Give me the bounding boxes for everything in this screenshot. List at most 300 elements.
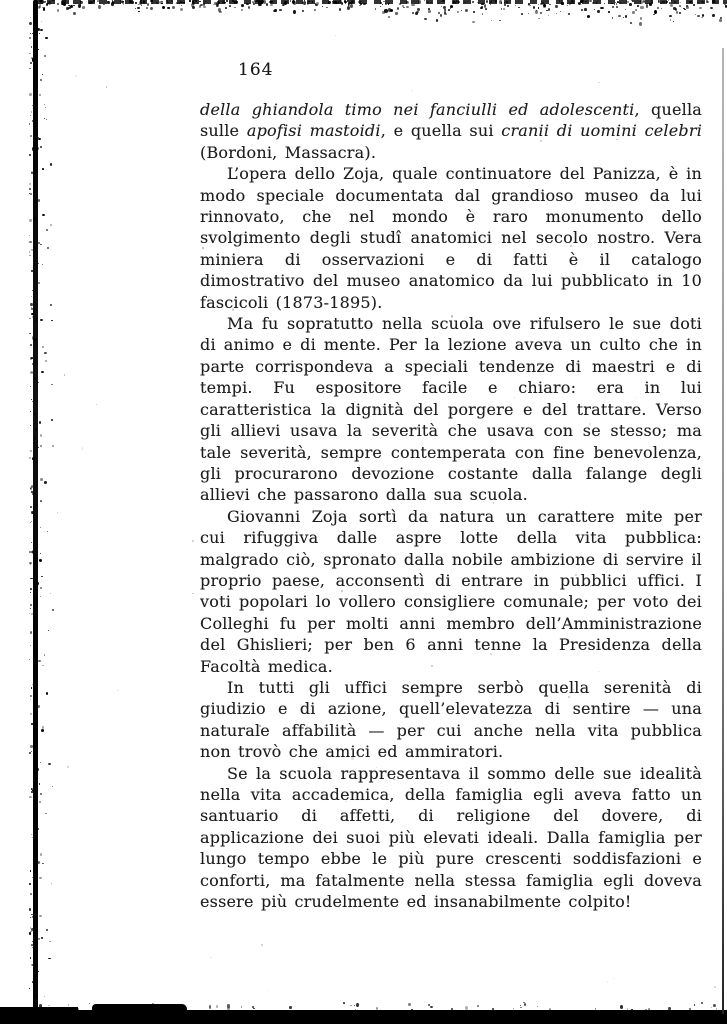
scan-speck xyxy=(42,214,45,216)
scan-speck xyxy=(156,2,158,4)
scan-speck xyxy=(31,944,33,946)
scan-speck xyxy=(626,1,627,3)
scan-speck xyxy=(472,21,475,24)
scan-speck xyxy=(376,1007,378,1010)
scan-speck xyxy=(595,1008,597,1010)
scan-speck xyxy=(150,7,153,10)
scan-speck xyxy=(643,0,646,3)
scan-speck xyxy=(241,1010,243,1011)
scan-speck xyxy=(30,870,31,871)
scan-speck xyxy=(287,1,288,2)
scan-speck xyxy=(226,0,228,2)
scan-speck xyxy=(618,15,620,18)
scan-speck xyxy=(30,957,32,959)
scan-speck xyxy=(345,3,346,4)
scan-speck xyxy=(34,377,37,380)
scan-speck xyxy=(29,318,30,319)
scan-speck xyxy=(225,7,227,9)
scan-speck xyxy=(33,247,34,248)
scan-speck xyxy=(29,752,31,754)
scan-speck xyxy=(241,4,244,7)
scan-speck xyxy=(635,9,637,11)
scan-speck xyxy=(412,90,413,91)
scan-speck xyxy=(75,75,77,77)
paragraph xyxy=(200,99,702,163)
scan-speck xyxy=(29,988,30,989)
scan-speck xyxy=(430,2,431,3)
scan-speck xyxy=(167,2,168,3)
scan-speck xyxy=(63,3,65,4)
scan-speck xyxy=(216,5,218,7)
scan-noise-top-edge xyxy=(36,0,727,4)
scan-speck xyxy=(199,5,201,7)
scan-speck xyxy=(630,22,632,24)
scan-speck xyxy=(254,0,255,2)
scan-speck xyxy=(192,2,195,6)
scan-speck xyxy=(32,837,35,839)
scan-speck xyxy=(649,3,652,7)
scan-speck xyxy=(48,630,49,631)
scan-speck xyxy=(493,0,495,1)
scan-speck xyxy=(491,0,493,1)
scan-speck xyxy=(499,0,502,4)
scan-speck xyxy=(520,1007,522,1008)
scan-speck xyxy=(224,2,226,3)
scan-speck xyxy=(30,893,32,895)
scan-speck xyxy=(213,4,215,6)
scan-speck xyxy=(495,0,497,2)
scan-speck xyxy=(91,1,93,4)
scan-speck xyxy=(31,928,34,930)
scan-speck xyxy=(46,929,48,931)
scan-speck xyxy=(538,7,540,8)
scan-speck xyxy=(528,13,529,14)
scan-speck xyxy=(258,0,261,4)
scan-speck xyxy=(216,1005,218,1008)
scan-speck xyxy=(32,336,35,340)
scan-speck xyxy=(33,653,35,655)
scan-speck xyxy=(180,1004,181,1006)
scan-speck xyxy=(45,813,46,814)
scan-speck xyxy=(32,33,34,34)
text-segment: (Bordoni, Massacra). xyxy=(200,142,377,162)
scan-speck xyxy=(416,11,419,13)
scan-speck xyxy=(192,6,195,9)
scan-speck xyxy=(36,949,39,951)
scan-speck xyxy=(39,5,42,7)
scan-speck xyxy=(477,1005,479,1007)
scan-speck xyxy=(689,1,690,2)
scan-speck xyxy=(32,493,34,495)
scan-speck xyxy=(568,13,570,15)
scan-speck xyxy=(111,2,114,5)
scan-speck xyxy=(533,6,535,9)
scan-speck xyxy=(38,660,40,662)
scan-speck xyxy=(29,883,31,885)
scan-speck xyxy=(571,0,574,3)
scan-speck xyxy=(521,13,523,15)
scan-speck xyxy=(40,587,42,589)
scan-speck xyxy=(350,1005,352,1006)
scan-speck xyxy=(42,168,44,170)
scan-speck xyxy=(343,1002,345,1004)
scan-speck xyxy=(146,7,148,9)
scan-speck xyxy=(380,2,382,4)
scan-speck xyxy=(695,14,697,15)
scan-speck xyxy=(30,17,31,18)
scan-speck xyxy=(253,2,255,4)
scan-speck xyxy=(33,217,36,219)
scan-speck xyxy=(607,981,609,983)
scan-speck xyxy=(501,8,502,9)
scan-speck xyxy=(428,1004,430,1005)
scan-speck xyxy=(46,1007,48,1008)
scan-speck xyxy=(80,1,83,4)
scan-speck xyxy=(29,613,30,615)
scan-speck xyxy=(662,1,664,3)
scan-speck xyxy=(29,932,31,933)
scan-speck xyxy=(34,163,35,164)
scan-speck xyxy=(548,8,551,11)
scan-speck xyxy=(171,0,173,2)
scan-speck xyxy=(651,0,653,3)
scan-speck xyxy=(388,16,391,19)
scan-speck xyxy=(620,1005,623,1009)
scan-speck xyxy=(161,3,162,4)
scan-speck xyxy=(336,2,339,4)
scan-speck xyxy=(316,2,319,5)
text-segment: apofisi mastoidi xyxy=(246,121,381,141)
scan-speck xyxy=(76,1008,79,1010)
scan-speck xyxy=(36,321,38,322)
page-edge-line-right xyxy=(722,48,724,1014)
scan-speck xyxy=(41,29,42,31)
scan-speck xyxy=(29,562,31,564)
scan-speck xyxy=(269,1,271,3)
scan-speck xyxy=(29,53,31,54)
scan-speck xyxy=(259,3,262,6)
scan-speck xyxy=(33,166,35,168)
scan-speck xyxy=(37,440,38,442)
scan-speck xyxy=(549,4,550,5)
scan-speck xyxy=(32,684,33,685)
scan-speck xyxy=(33,629,34,630)
scan-speck xyxy=(179,3,180,4)
scan-speck xyxy=(35,169,37,172)
scan-speck xyxy=(559,0,561,1)
scan-speck xyxy=(465,1006,468,1010)
scan-speck xyxy=(548,15,550,16)
scan-speck xyxy=(589,1010,591,1011)
scan-speck xyxy=(241,1006,243,1008)
scan-speck xyxy=(30,303,32,306)
scan-speck xyxy=(293,1,296,5)
scan-speck xyxy=(253,1008,255,1009)
scan-speck xyxy=(31,613,33,615)
scan-speck xyxy=(303,1,306,5)
scan-speck xyxy=(162,6,165,9)
scan-speck xyxy=(30,193,32,195)
scan-speck xyxy=(34,727,36,728)
scan-speck xyxy=(252,1006,254,1008)
scan-speck xyxy=(123,1,124,3)
scan-speck xyxy=(542,2,544,4)
scan-speck xyxy=(561,2,564,4)
scan-speck xyxy=(428,8,430,10)
scan-speck xyxy=(515,5,516,6)
scan-speck xyxy=(35,904,37,905)
scan-speck xyxy=(581,9,583,11)
scan-speck xyxy=(32,790,33,791)
scan-speck xyxy=(42,74,43,75)
paragraph xyxy=(200,313,702,506)
scan-speck xyxy=(293,10,296,14)
scan-speck xyxy=(614,4,615,5)
text-segment: della ghiandola timo nei fanciulli ed adolescenti xyxy=(200,100,635,119)
scan-speck xyxy=(43,1,46,3)
scan-speck xyxy=(261,0,263,2)
scan-speck xyxy=(354,1005,355,1006)
scan-speck xyxy=(456,1,458,2)
scan-speck xyxy=(51,320,53,322)
scan-speck xyxy=(260,1,262,3)
text-segment: Ma fu sopratutto nella scuola ove rifulsero le sue doti di animo e di mente. Per la lezione aveva un culto che in parte corrispondeva a speciali tendenze di maestri e di tempi. Fu espositore facile e chiaro: era in lui caratteristica la dignità del porgere e del trattare. Verso gli allievi usava la severità che usava con se stesso; ma tale severità, sempre contemperata con fine benevolenza, gli procurarono devozione costante dalla falange degli allievi che passarono dalla sua scuola. xyxy=(200,314,702,505)
scan-speck xyxy=(32,512,34,514)
scan-speck xyxy=(465,9,468,12)
scan-speck xyxy=(274,9,277,12)
scan-speck xyxy=(309,1,310,2)
scan-speck xyxy=(390,9,393,12)
scan-speck xyxy=(33,792,34,793)
scan-speck xyxy=(40,434,42,437)
scan-speck xyxy=(35,206,36,207)
scan-speck xyxy=(388,3,389,4)
scan-speck xyxy=(70,5,72,7)
scan-speck xyxy=(39,877,41,880)
scan-speck xyxy=(438,12,440,14)
scan-speck xyxy=(683,8,684,9)
scan-speck xyxy=(671,0,672,1)
scan-speck xyxy=(34,979,37,982)
scan-speck xyxy=(360,3,362,5)
scan-speck xyxy=(482,13,484,15)
scan-speck xyxy=(670,19,671,20)
scan-speck xyxy=(270,1,272,3)
scan-speck xyxy=(44,996,45,997)
scan-speck xyxy=(253,3,255,5)
scan-speck xyxy=(486,0,488,3)
scan-speck xyxy=(481,3,484,5)
scan-speck xyxy=(256,0,258,2)
scan-speck xyxy=(204,1,206,2)
scan-speck xyxy=(270,4,273,6)
scan-speck xyxy=(34,438,36,439)
scan-speck xyxy=(406,6,409,8)
scan-speck xyxy=(335,1,337,4)
scan-speck xyxy=(31,399,32,400)
scan-speck xyxy=(292,0,295,4)
scan-speck xyxy=(348,3,350,6)
scan-speck xyxy=(653,14,655,15)
scan-speck xyxy=(612,17,614,18)
scan-speck xyxy=(344,0,346,3)
scan-speck xyxy=(701,1,704,3)
scan-speck xyxy=(193,0,194,1)
scan-speck xyxy=(32,58,35,62)
scan-speck xyxy=(33,208,35,210)
scan-speck xyxy=(631,1009,632,1010)
scan-speck xyxy=(32,790,33,791)
scan-speck xyxy=(31,46,32,48)
scan-speck xyxy=(30,588,32,591)
scan-speck xyxy=(38,6,40,9)
scan-speck xyxy=(33,18,34,20)
scan-speck xyxy=(123,4,124,5)
scan-speck xyxy=(82,447,84,449)
scan-speck xyxy=(36,782,38,785)
scan-speck xyxy=(39,1004,42,1008)
scan-speck xyxy=(75,3,76,4)
scan-speck xyxy=(29,193,30,194)
scan-speck xyxy=(37,28,40,31)
scan-speck xyxy=(35,811,38,813)
scan-speck xyxy=(540,3,542,5)
scan-speck xyxy=(261,0,264,3)
scan-speck xyxy=(121,0,123,2)
scan-speck xyxy=(528,3,530,5)
scan-speck xyxy=(37,861,40,864)
scan-speck xyxy=(268,990,269,991)
scan-speck xyxy=(30,425,31,426)
scan-speck xyxy=(30,411,31,412)
scan-speck xyxy=(710,7,713,9)
scan-bar-bottom xyxy=(0,1010,727,1024)
scan-speck xyxy=(654,10,657,14)
scan-speck xyxy=(31,791,33,793)
scan-speck xyxy=(29,333,31,334)
scan-speck xyxy=(48,763,50,765)
scan-speck xyxy=(36,823,39,825)
scan-speck xyxy=(453,1,454,2)
scan-speck xyxy=(328,1,331,4)
scan-speck xyxy=(399,3,401,5)
scan-speck xyxy=(112,0,113,2)
scan-speck xyxy=(167,0,169,2)
scan-speck xyxy=(38,938,40,940)
scan-speck xyxy=(29,123,30,124)
scan-speck xyxy=(140,0,143,2)
scan-speck xyxy=(106,86,107,88)
scan-speck xyxy=(32,788,34,790)
scan-speck xyxy=(594,9,595,10)
scan-speck xyxy=(29,251,30,252)
scan-speck xyxy=(44,118,45,119)
scan-speck xyxy=(427,2,428,3)
scan-speck xyxy=(612,6,614,8)
scan-speck xyxy=(39,783,40,784)
scan-speck xyxy=(31,270,32,271)
scan-speck xyxy=(689,1008,691,1009)
scan-speck xyxy=(159,1,162,4)
scan-speck xyxy=(42,0,44,2)
scan-speck xyxy=(70,6,73,8)
scan-speck xyxy=(31,372,32,373)
scan-speck xyxy=(63,2,66,5)
scan-speck xyxy=(499,20,501,21)
scan-speck xyxy=(39,421,41,423)
scan-speck xyxy=(68,1004,69,1006)
scan-speck xyxy=(30,604,32,607)
scan-speck xyxy=(580,0,583,3)
scan-speck xyxy=(34,142,35,144)
scan-speck xyxy=(29,183,31,184)
scan-speck xyxy=(68,7,71,9)
scan-speck xyxy=(38,199,40,201)
scan-speck xyxy=(673,7,676,10)
scan-speck xyxy=(195,0,197,2)
scan-speck xyxy=(523,1002,525,1003)
scan-speck xyxy=(40,553,41,554)
scan-speck xyxy=(32,550,34,552)
scan-speck xyxy=(39,559,42,561)
scan-speck xyxy=(457,1,460,3)
scan-speck xyxy=(36,344,38,345)
scan-speck xyxy=(31,834,32,835)
scan-speck xyxy=(120,1,123,3)
scan-speck xyxy=(62,1,64,4)
scan-speck xyxy=(37,49,39,50)
scan-speck xyxy=(524,1003,527,1006)
scan-speck xyxy=(200,4,203,6)
scan-speck xyxy=(646,3,648,5)
scan-speck xyxy=(673,21,674,22)
scan-speck xyxy=(138,4,139,5)
scan-speck xyxy=(141,1009,144,1011)
scan-speck xyxy=(31,313,34,315)
scan-speck xyxy=(670,4,673,7)
scan-speck xyxy=(48,1,51,5)
scan-speck xyxy=(33,176,34,177)
text-segment: Se la scuola rappresentava il sommo delle sue idealità nella vita accademica, della famiglia egli aveva fatto un santuario di affetti, di religione del dovere, di applicazione dei suoi più elevati ideali. Dalla famiglia per lungo tempo ebbe le più pure crescenti soddisfazioni e conforti, ma fatalmente nella stessa famiglia egli doveva essere più crudelmente ed insanabilmente colpito! xyxy=(200,763,702,912)
scan-speck xyxy=(44,481,47,484)
scan-speck xyxy=(33,48,35,51)
scan-speck xyxy=(180,8,183,11)
scan-speck xyxy=(147,3,149,6)
scan-speck xyxy=(32,552,33,553)
scan-speck xyxy=(51,419,53,421)
binding-edge-line xyxy=(33,0,38,1010)
scan-speck xyxy=(167,7,170,9)
page-body xyxy=(200,99,702,912)
scan-speck xyxy=(129,0,131,2)
scan-speck xyxy=(403,7,404,8)
scan-speck xyxy=(443,6,446,9)
scan-speck xyxy=(657,7,659,8)
scan-speck xyxy=(45,360,47,362)
scan-speck xyxy=(35,598,37,600)
scan-speck xyxy=(284,1,287,5)
scan-speck xyxy=(132,1,134,4)
scan-speck xyxy=(29,219,32,222)
scan-speck xyxy=(436,19,439,22)
scan-speck xyxy=(34,273,36,274)
scan-speck xyxy=(30,927,31,929)
scan-speck xyxy=(34,982,35,983)
scan-speck xyxy=(720,17,723,19)
scan-speck xyxy=(235,1,238,3)
scan-speck xyxy=(322,6,323,7)
scan-speck xyxy=(33,173,36,175)
